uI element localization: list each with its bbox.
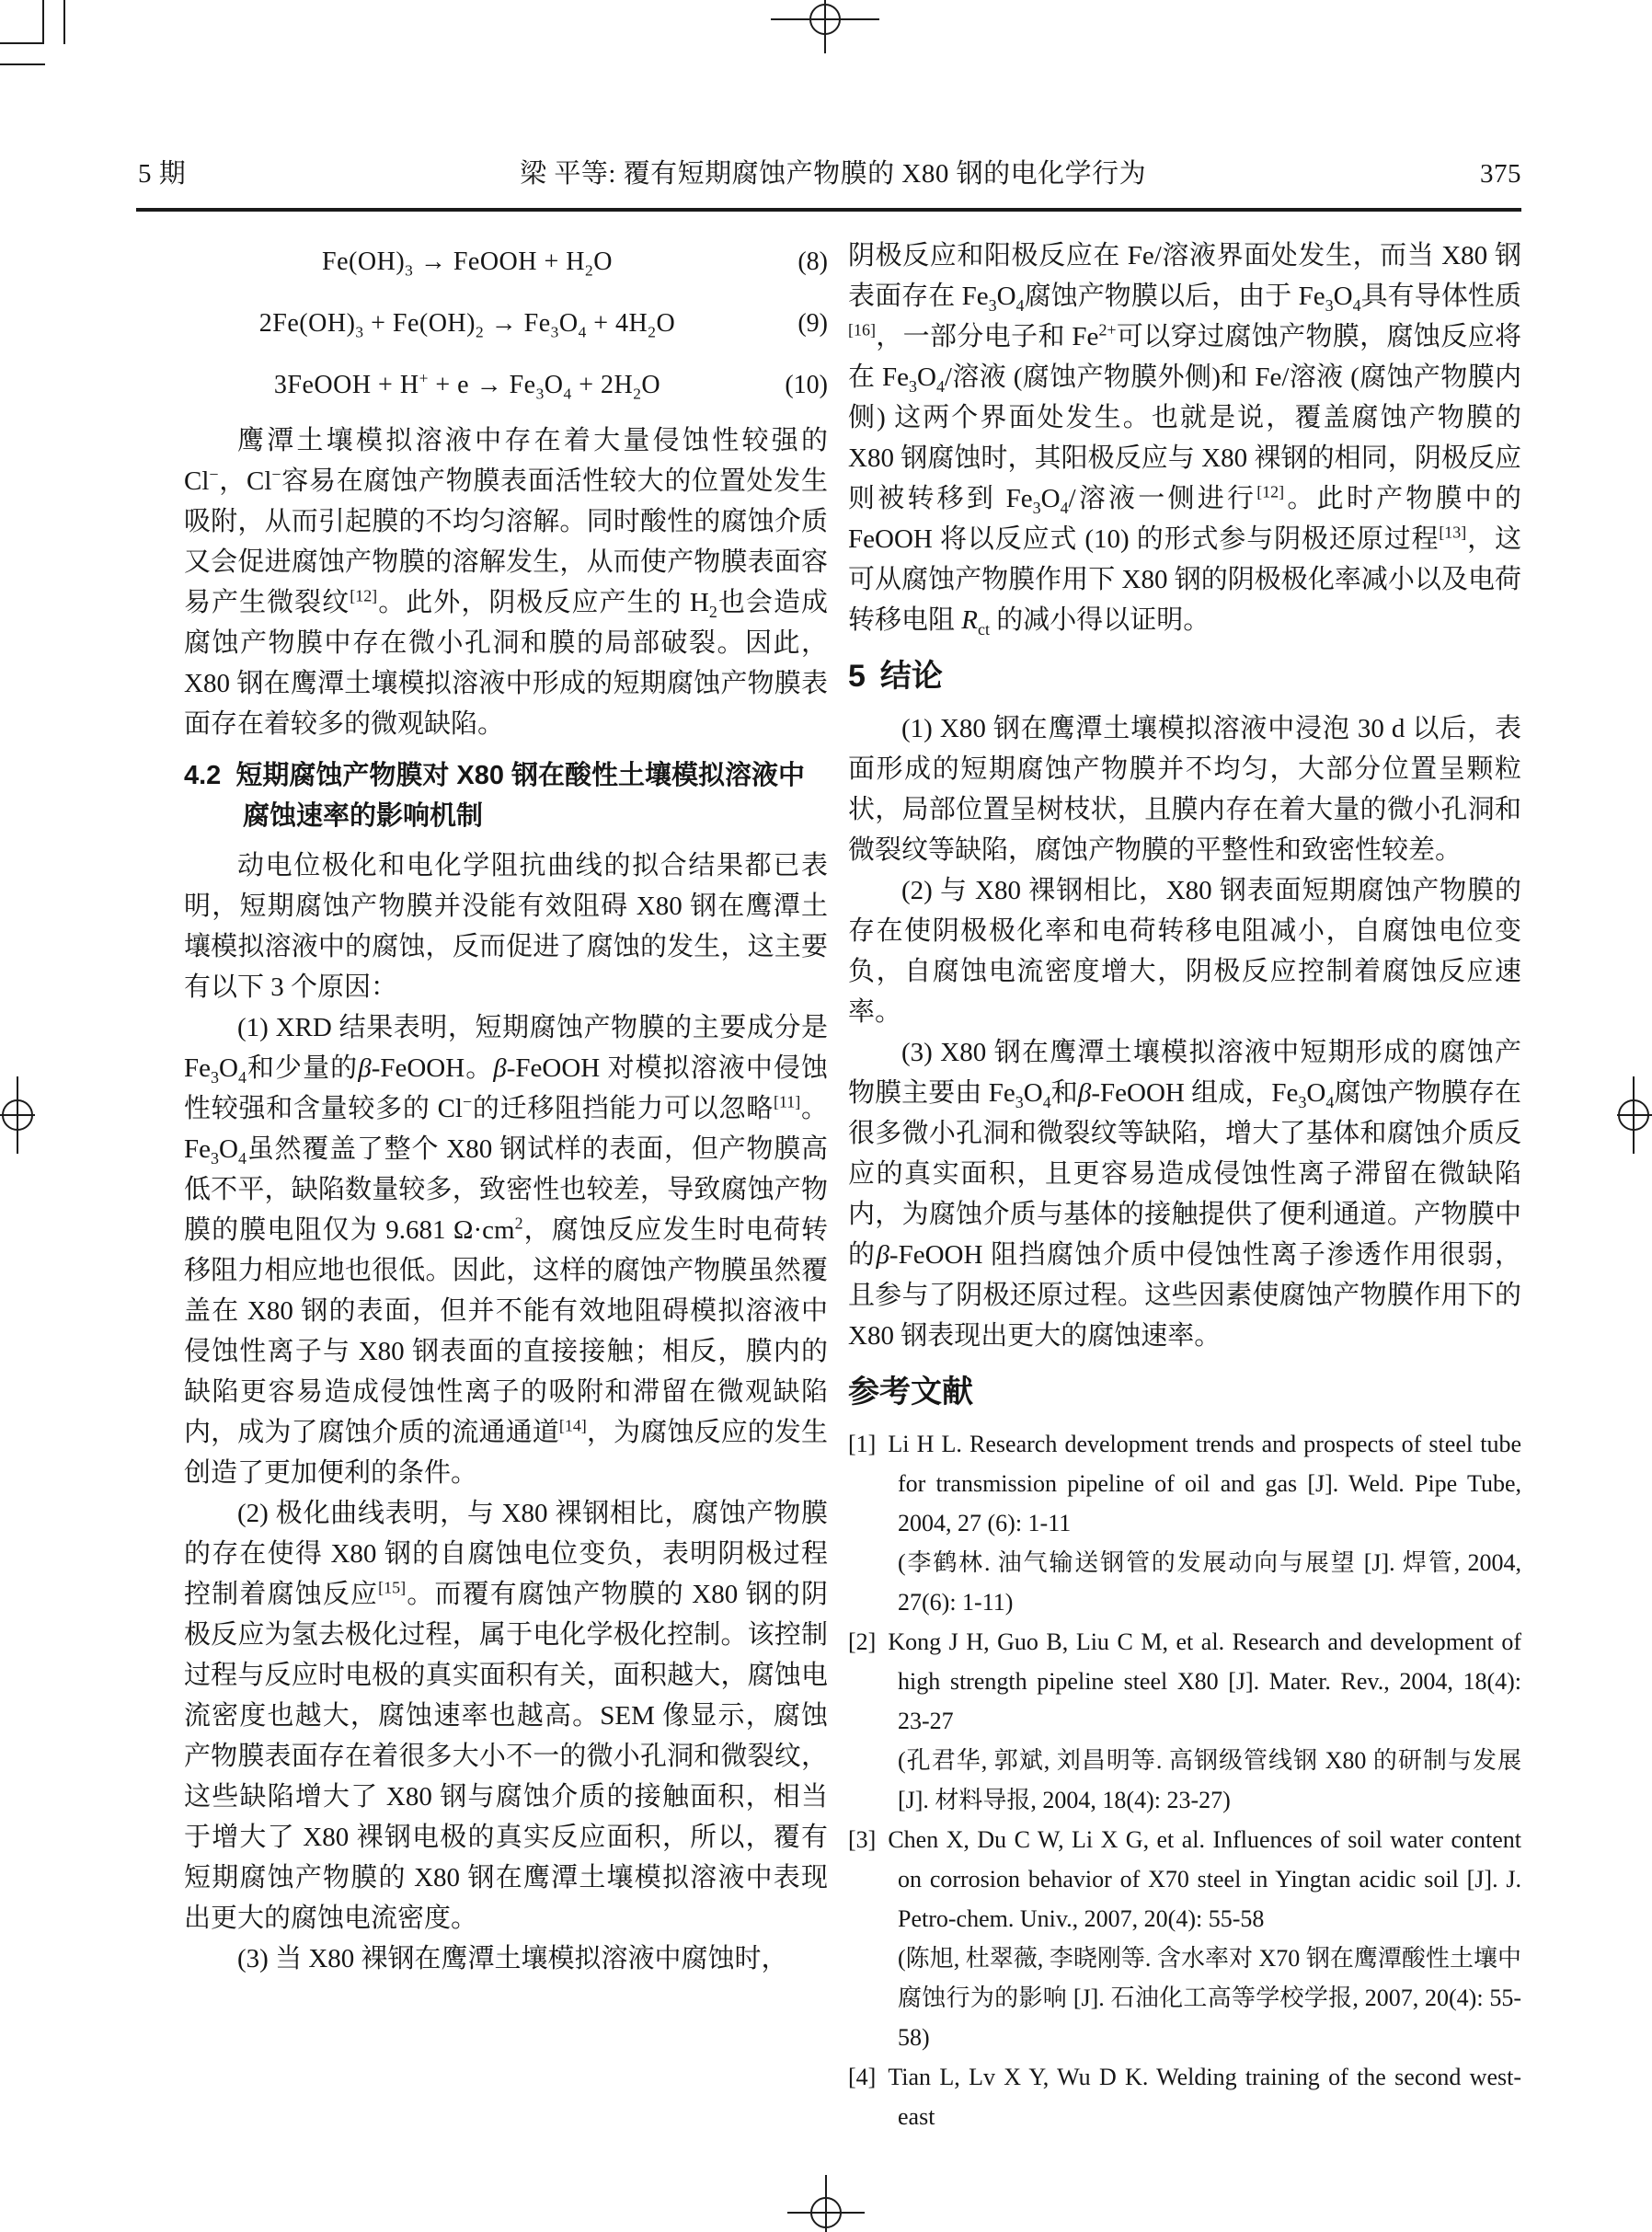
reference-english bbox=[848, 2057, 1521, 2136]
paragraph-conclusion-1: (1) X80 钢在鹰潭土壤模拟溶液中浸泡 30 d 以后，表面形成的短期腐蚀产物膜并不均匀，大部分位置呈颗粒状，局部位置呈树枝状，且膜内存在着大量的微小孔洞和微裂纹等缺陷，腐蚀产物膜的平整性和致密性较差。 bbox=[848, 714, 1521, 865]
paragraph-conclusion-3: (3) X80 钢在鹰潭土壤模拟溶液中短期形成的腐蚀产物膜主要由 $Fe_3O_4$和β-FeOOH 组成，$Fe_3O_4$腐蚀产物膜存在很多微小孔洞和微裂纹等缺陷，增大了基体和腐蚀介质反应的真实面积，且更容易造成侵蚀性离子滞留在微缺陷内，为腐蚀介质与基体的接触提供了便利通道。产物膜中的β-FeOOH 阻挡腐蚀介质中侵蚀性离子渗透作用很弱，且参与了阴极还原过程。这些因素使腐蚀产物膜作用下的 X80 钢表现出更大的腐蚀速率。 bbox=[848, 1038, 1521, 1351]
issue-label: 5 期 bbox=[138, 159, 187, 189]
reference-english bbox=[848, 1820, 1521, 1939]
references-heading: 参考文献 bbox=[848, 1375, 973, 1409]
right-column bbox=[848, 236, 1521, 2136]
paragraph-interface-continuation: 阴极反应和阳极反应在 Fe/溶液界面处发生，而当 X80 钢表面存在 $Fe_3O_4$腐蚀产物膜以后，由于 $Fe_3O_4$具有导体性质[16]，一部分电子和 $Fe^{2+}$可以穿过腐蚀产物膜，腐蚀反应将在 $Fe_3O_4/$溶液 (腐蚀产物膜外侧)和 Fe/溶液 (腐蚀产物膜内侧) 这两个界面处发生。也就是说，覆盖腐蚀产物膜的 X80 钢腐蚀时，其阳极反应与 X80 裸钢的相同，阴极反应则被转移到 $Fe_3O_4/$溶液一侧进行[12]。此时产物膜中的 FeOOH 将以反应式 (10) 的形式参与阴极还原过程[13]，这可从腐蚀产物膜作用下 X80 钢的阴极极化率减小以及电荷转移电阻 $R_{ct}$ 的减小得以证明。 bbox=[848, 241, 1521, 639]
paragraph-mechanism-intro: 动电位极化和电化学阻抗曲线的拟合结果都已表明，短期腐蚀产物膜并没能有效阻碍 X80 钢在鹰潭土壤模拟溶液中的腐蚀，反而促进了腐蚀的发生，这主要有以下 3 个原因： bbox=[184, 851, 828, 1002]
reference-text: Kong J H, Guo B, Liu C M, et al. Research and development of high strength pipeline steel X80 [J]. Mater. Rev., 2004, 18(4): 23-27 bbox=[888, 1628, 1521, 1734]
page-number: 375 bbox=[1480, 159, 1521, 189]
section-number: 4.2 bbox=[184, 761, 222, 790]
equation-number: (8) bbox=[797, 247, 828, 276]
paragraph-conclusion-2: (2) 与 X80 裸钢相比，X80 钢表面短期腐蚀产物膜的存在使阴极极化率和电荷转移电阻减小，自腐蚀电位变负，自腐蚀电流密度增大，阴极反应控制着腐蚀反应速率。 bbox=[848, 876, 1521, 1027]
equation-8 bbox=[184, 241, 828, 282]
paragraph-reason-1: (1) XRD 结果表明，短期腐蚀产物膜的主要成分是 $Fe_3O_4$和少量的β-FeOOH。β-FeOOH 对模拟溶液中侵蚀性较强和含量较多的 Cl−的迁移阻挡能力可以忽略[11]。$Fe_3O_4$虽然覆盖了整个 X80 钢试样的表面，但产物膜高低不平，缺陷数量较多，致密性也较差，导致腐蚀产物膜的膜电阻仅为 9.681 $\Omega\cdot cm^2$，腐蚀反应发生时电荷转移阻力相应地也很低。因此，这样的腐蚀产物膜虽然覆盖在 X80 钢的表面，但并不能有效地阻碍模拟溶液中侵蚀性离子与 X80 钢表面的直接接触；相反，膜内的缺陷更容易造成侵蚀性离子的吸附和滞留在微观缺陷内，成为了腐蚀介质的流通通道[14]，为腐蚀反应的发生创造了更加便利的条件。 bbox=[184, 1013, 828, 1488]
section-number: 5 bbox=[848, 659, 866, 694]
reference-marker: [3] bbox=[848, 1826, 877, 1853]
equation-number: (10) bbox=[785, 371, 828, 399]
reference-chinese: (孔君华, 郭斌, 刘昌明等. 高钢级管线钢 X80 的研制与发展 [J]. 材料导报, 2004, 18(4): 23-27) bbox=[898, 1747, 1521, 1813]
reference-item bbox=[848, 1424, 1521, 1622]
reference-marker: [2] bbox=[848, 1628, 877, 1655]
reference-item bbox=[848, 1622, 1521, 1820]
registration-mark-icon bbox=[771, 2175, 881, 2232]
header-rule bbox=[136, 208, 1521, 212]
section-title: 短期腐蚀产物膜对 X80 钢在酸性土壤模拟溶液中腐蚀速率的影响机制 bbox=[235, 761, 806, 831]
reference-text: Tian L, Lv X Y, Wu D K. Welding training of the second west-east bbox=[888, 2064, 1521, 2130]
crop-mark-icon bbox=[63, 0, 65, 44]
equation-9 bbox=[184, 303, 828, 344]
paragraph-reason-2: (2) 极化曲线表明，与 X80 裸钢相比，腐蚀产物膜的存在使得 X80 钢的自腐蚀电位变负，表明阴极过程控制着腐蚀反应[15]。而覆有腐蚀产物膜的 X80 钢的阴极反应为氢去极化过程，属于电化学极化控制。该控制过程与反应时电极的真实面积有关，面积越大，腐蚀电流密度也越大，腐蚀速率也越高。SEM 像显示，腐蚀产物膜表面存在着很多大小不一的微小孔洞和微裂纹，这些缺陷增大了 X80 钢与腐蚀介质的接触面积，相当于增大了 X80 裸钢电极的真实反应面积，所以，覆有短期腐蚀产物膜的 X80 钢在鹰潭土壤模拟溶液中表现出更大的腐蚀电流密度。 bbox=[184, 1499, 828, 1933]
reference-chinese: (李鹤林. 油气输送钢管的发展动向与展望 [J]. 焊管, 2004, 27(6): 1-11) bbox=[898, 1549, 1521, 1616]
registration-mark-icon bbox=[771, 0, 881, 57]
equation-block bbox=[184, 236, 828, 420]
equation-10 bbox=[184, 364, 828, 406]
reference-text: Li H L. Research development trends and prospects of steel tube for transmission pipeline of oil and gas [J]. Weld. Pipe Tube, 2004, 27 (6): 1-11 bbox=[888, 1431, 1521, 1536]
crop-mark-icon bbox=[0, 63, 45, 65]
reference-marker: [4] bbox=[848, 2064, 877, 2090]
reference-text: Chen X, Du C W, Li X G, et al. Influences of soil water content on corrosion behavior of X70 steel in Yingtan acidic soil [J]. J. Petro-chem. Univ., 2007, 20(4): 55-58 bbox=[888, 1826, 1521, 1932]
section-heading-4-2 bbox=[184, 755, 828, 836]
reference-marker: [1] bbox=[848, 1431, 877, 1457]
left-column bbox=[184, 236, 828, 1979]
reference-item bbox=[848, 1820, 1521, 2057]
registration-mark-icon bbox=[1615, 1076, 1652, 1154]
paragraph-reason-3-start: (3) 当 X80 裸钢在鹰潭土壤模拟溶液中腐蚀时， bbox=[237, 1944, 788, 1973]
section-title: 结论 bbox=[879, 659, 943, 694]
section-heading-5 bbox=[848, 655, 1521, 697]
equation-formula: 3FeOOH + $H^+ + e \to Fe_3O_4 + 2H_2O$ bbox=[273, 369, 661, 403]
reference-item bbox=[848, 2057, 1521, 2136]
crop-mark-icon bbox=[42, 0, 44, 44]
equation-formula: $2Fe(OH)_3 + Fe(OH)_2 \to Fe_3O_4 + 4H_2O$ bbox=[258, 309, 676, 341]
reference-english bbox=[848, 1622, 1521, 1741]
reference-chinese: (陈旭, 杜翠薇, 李晓刚等. 含水率对 X70 钢在鹰潭酸性土壤中腐蚀行为的影响 [J]. 石油化工高等学校学报, 2007, 20(4): 55-58) bbox=[898, 1945, 1521, 2051]
registration-mark-icon bbox=[0, 1076, 37, 1154]
reference-list bbox=[848, 1424, 1521, 2136]
reference-english bbox=[848, 1424, 1521, 1543]
running-head bbox=[138, 153, 1521, 190]
equation-number: (9) bbox=[797, 309, 828, 338]
running-title: 梁 平等: 覆有短期腐蚀产物膜的 X80 钢的电化学行为 bbox=[520, 159, 1147, 189]
paragraph-film-defects: 鹰潭土壤模拟溶液中存在着大量侵蚀性较强的 Cl−，Cl−容易在腐蚀产物膜表面活性较大的位置处发生吸附，从而引起膜的不均匀溶解。同时酸性的腐蚀介质又会促进腐蚀产物膜的溶解发生，从而使产物膜表面容易产生微裂纹[12]。此外，阴极反应产生的 $H_2$也会造成腐蚀产物膜中存在微小孔洞和膜的局部破裂。因此，X80 钢在鹰潭土壤模拟溶液中形成的短期腐蚀产物膜表面存在着较多的微观缺陷。 bbox=[184, 426, 828, 739]
crop-mark-icon bbox=[0, 42, 44, 44]
equation-formula: $Fe(OH)_3$ → FeOOH + $H_2O$ bbox=[322, 247, 613, 280]
